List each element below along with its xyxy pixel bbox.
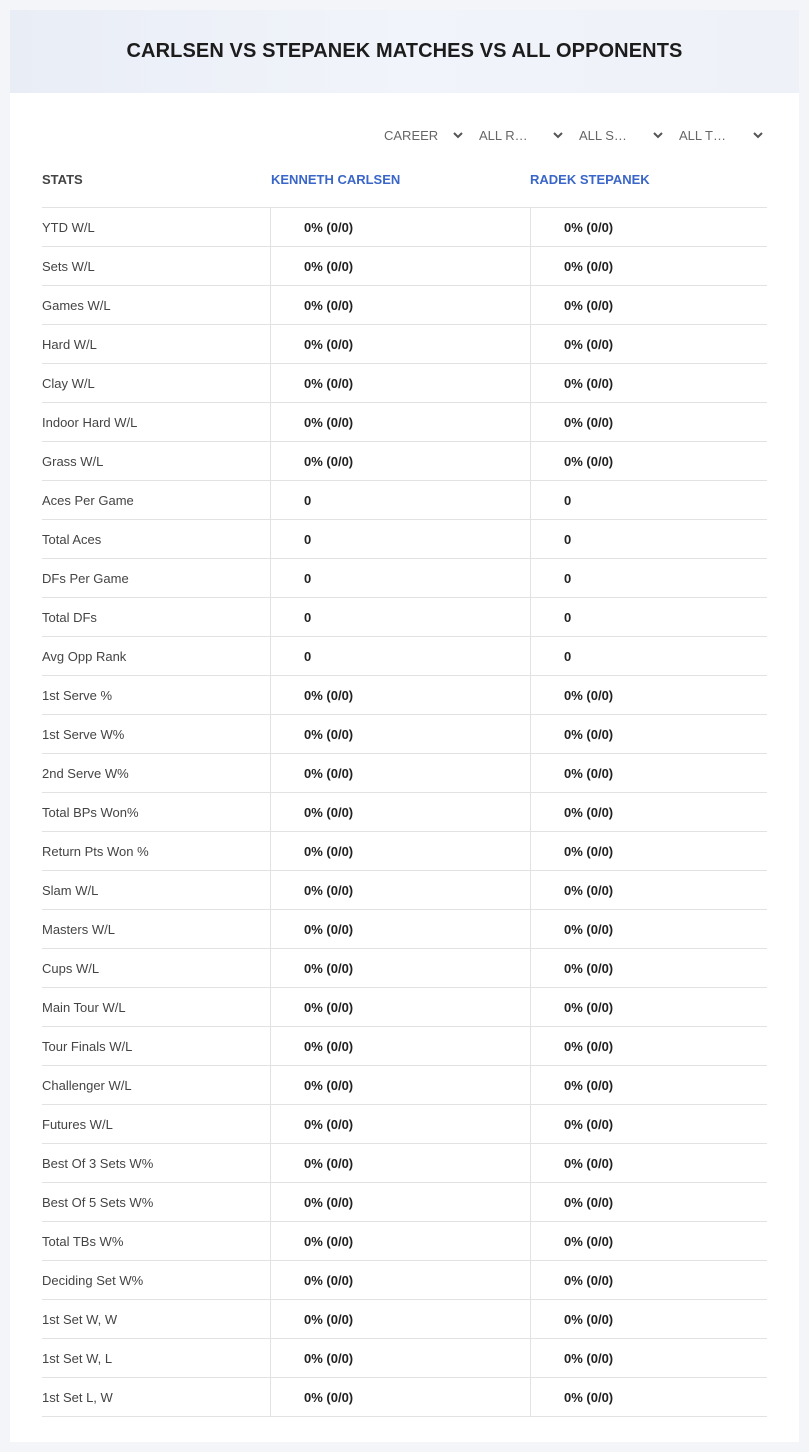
stat-label: Futures W/L [42,1116,113,1132]
player1-value: 0% (0/0) [270,1261,530,1299]
table-row [42,1144,767,1183]
filter-label: ALL T… [679,127,726,143]
stat-label: 2nd Serve W% [42,765,129,781]
table-row [42,793,767,832]
player2-value: 0% (0/0) [530,325,767,363]
player2-value: 0 [530,637,767,675]
table-row [42,754,767,793]
player1-value: 0% (0/0) [270,1300,530,1338]
player2-value: 0% (0/0) [530,1105,767,1143]
player2-value: 0% (0/0) [530,208,767,246]
header-player2-link[interactable]: RADEK STEPANEK [530,172,650,187]
stat-label: Total BPs Won% [42,804,139,820]
table-row [42,871,767,910]
stat-label: Best Of 3 Sets W% [42,1155,154,1171]
player2-value: 0% (0/0) [530,715,767,753]
player2-value: 0% (0/0) [530,910,767,948]
header-stats: STATS [42,172,83,187]
stat-label: Cups W/L [42,960,100,976]
stat-label: Masters W/L [42,921,115,937]
filter-period-select[interactable] [384,124,464,146]
stat-label: Clay W/L [42,375,95,391]
chevron-down-icon [552,129,564,141]
player1-value: 0% (0/0) [270,754,530,792]
stat-label: Aces Per Game [42,492,134,508]
player1-value: 0 [270,559,530,597]
player1-value: 0% (0/0) [270,1144,530,1182]
chevron-down-icon [452,129,464,141]
table-row [42,364,767,403]
player2-value: 0% (0/0) [530,1339,767,1377]
player1-value: 0 [270,520,530,558]
table-row [42,208,767,247]
stat-label: 1st Set W, L [42,1350,113,1366]
player1-value: 0% (0/0) [270,208,530,246]
stat-label: 1st Serve W% [42,726,125,742]
table-body [42,208,767,1417]
chevron-down-icon [752,129,764,141]
player1-value: 0% (0/0) [270,442,530,480]
stat-label: DFs Per Game [42,570,129,586]
stat-label: Hard W/L [42,336,97,352]
table-row [42,247,767,286]
stat-label: Deciding Set W% [42,1272,144,1288]
table-row [42,1300,767,1339]
header-player1-link[interactable]: KENNETH CARLSEN [271,172,401,187]
player2-value: 0% (0/0) [530,364,767,402]
filter-round-select[interactable] [479,124,564,146]
stats-card [10,10,799,1442]
player2-value: 0% (0/0) [530,676,767,714]
player2-value: 0% (0/0) [530,1378,767,1416]
stat-label: Slam W/L [42,882,99,898]
filter-label: ALL R… [479,127,528,143]
table-row [42,715,767,754]
player2-value: 0% (0/0) [530,832,767,870]
table-row [42,1183,767,1222]
stat-label: Avg Opp Rank [42,648,127,664]
page-title: CARLSEN VS STEPANEK MATCHES VS ALL OPPONENTS [126,40,683,62]
table-row [42,403,767,442]
table-row [42,1105,767,1144]
table-row [42,832,767,871]
player1-value: 0% (0/0) [270,1105,530,1143]
player1-value: 0% (0/0) [270,910,530,948]
table-row [42,325,767,364]
player1-value: 0% (0/0) [270,1183,530,1221]
stat-label: Main Tour W/L [42,999,126,1015]
player1-value: 0% (0/0) [270,1066,530,1104]
player2-value: 0% (0/0) [530,1261,767,1299]
player1-value: 0% (0/0) [270,988,530,1026]
player2-value: 0 [530,520,767,558]
table-row [42,1222,767,1261]
player2-value: 0 [530,559,767,597]
table-row [42,676,767,715]
player2-value: 0% (0/0) [530,949,767,987]
table-row [42,637,767,676]
player2-value: 0% (0/0) [530,793,767,831]
table-row [42,1066,767,1105]
table-row [42,559,767,598]
player2-value: 0 [530,598,767,636]
player1-value: 0% (0/0) [270,286,530,324]
table-row [42,949,767,988]
stats-table [42,160,767,1417]
player2-value: 0% (0/0) [530,988,767,1026]
player2-value: 0% (0/0) [530,1027,767,1065]
stat-label: Total DFs [42,609,97,625]
stat-label: Sets W/L [42,258,95,274]
stat-label: Games W/L [42,297,111,313]
stat-label: Tour Finals W/L [42,1038,133,1054]
table-row [42,988,767,1027]
player2-value: 0% (0/0) [530,286,767,324]
filter-label: CAREER [384,127,439,143]
player1-value: 0% (0/0) [270,676,530,714]
player2-value: 0% (0/0) [530,1066,767,1104]
player2-value: 0% (0/0) [530,871,767,909]
player2-value: 0% (0/0) [530,1144,767,1182]
player2-value: 0% (0/0) [530,442,767,480]
table-row [42,598,767,637]
stat-label: Return Pts Won % [42,843,149,859]
player1-value: 0% (0/0) [270,364,530,402]
table-row [42,910,767,949]
stat-label: Challenger W/L [42,1077,132,1093]
player1-value: 0% (0/0) [270,1378,530,1416]
player1-value: 0 [270,481,530,519]
stat-label: 1st Serve % [42,687,113,703]
player1-value: 0% (0/0) [270,715,530,753]
player2-value: 0% (0/0) [530,1222,767,1260]
stat-label: Total TBs W% [42,1233,124,1249]
player1-value: 0 [270,598,530,636]
player1-value: 0 [270,637,530,675]
player1-value: 0% (0/0) [270,949,530,987]
player1-value: 0% (0/0) [270,247,530,285]
player1-value: 0% (0/0) [270,871,530,909]
stat-label: Total Aces [42,531,102,547]
filter-label: ALL S… [579,127,627,143]
table-header [42,160,767,208]
stat-label: YTD W/L [42,219,95,235]
player2-value: 0% (0/0) [530,754,767,792]
filter-tournament-select[interactable] [679,124,764,146]
page-header [10,10,799,93]
stat-label: 1st Set W, W [42,1311,118,1327]
player2-value: 0% (0/0) [530,1300,767,1338]
stat-label: Indoor Hard W/L [42,414,138,430]
table-row [42,1378,767,1417]
player2-value: 0% (0/0) [530,247,767,285]
stat-label: Grass W/L [42,453,104,469]
player1-value: 0% (0/0) [270,1222,530,1260]
table-row [42,1339,767,1378]
filter-bar [10,124,799,146]
player2-value: 0% (0/0) [530,1183,767,1221]
filter-surface-select[interactable] [579,124,664,146]
player1-value: 0% (0/0) [270,832,530,870]
table-row [42,442,767,481]
player1-value: 0% (0/0) [270,1027,530,1065]
table-row [42,1261,767,1300]
chevron-down-icon [652,129,664,141]
player2-value: 0 [530,481,767,519]
stat-label: Best Of 5 Sets W% [42,1194,154,1210]
player1-value: 0% (0/0) [270,793,530,831]
table-row [42,1027,767,1066]
player1-value: 0% (0/0) [270,325,530,363]
player1-value: 0% (0/0) [270,403,530,441]
table-row [42,520,767,559]
stat-label: 1st Set L, W [42,1389,113,1405]
player2-value: 0% (0/0) [530,403,767,441]
table-row [42,481,767,520]
player1-value: 0% (0/0) [270,1339,530,1377]
table-row [42,286,767,325]
